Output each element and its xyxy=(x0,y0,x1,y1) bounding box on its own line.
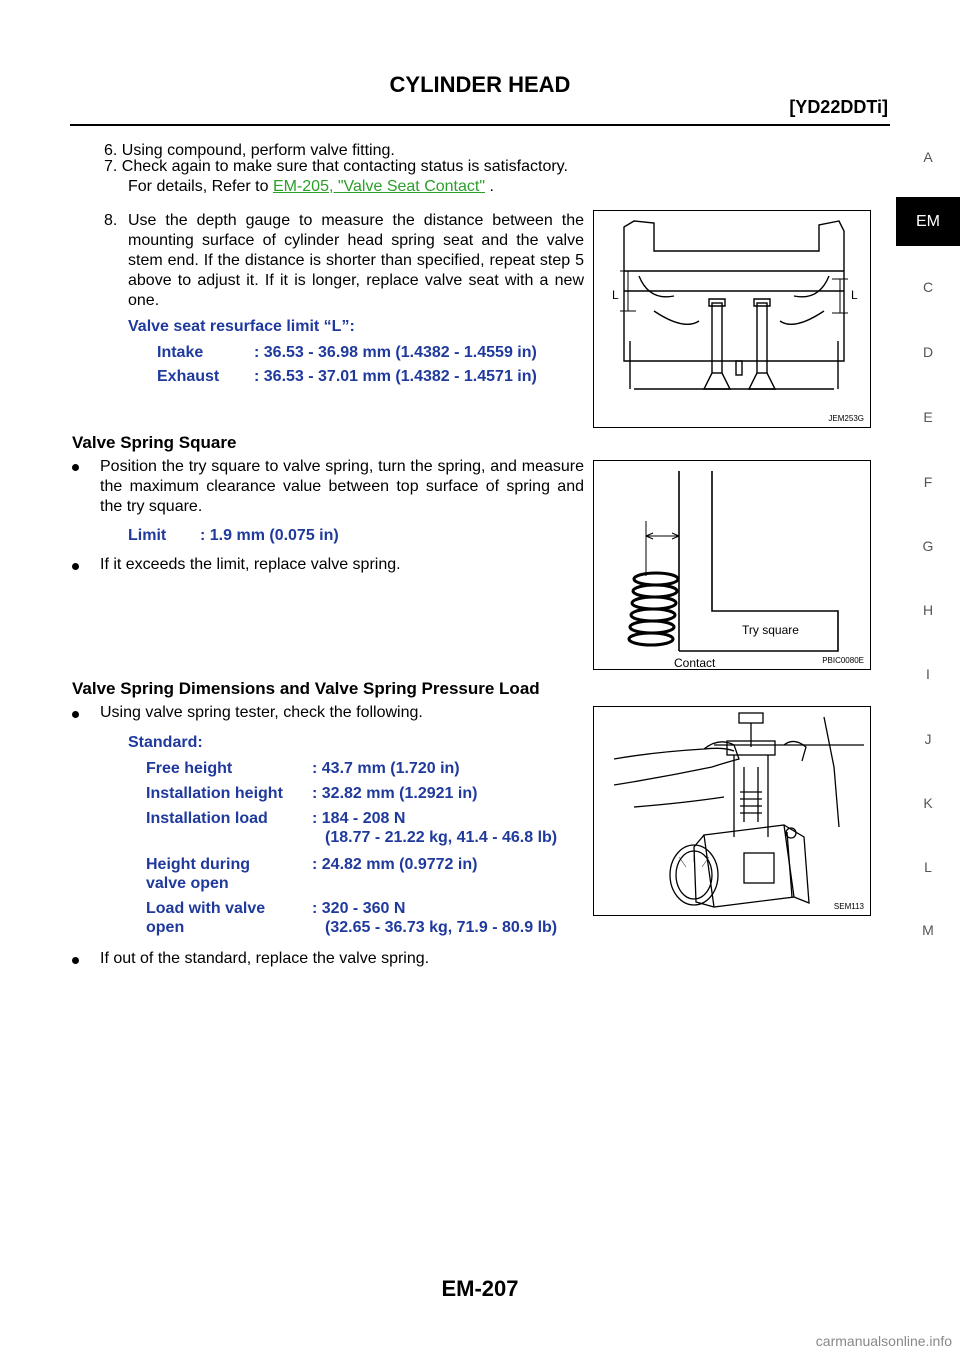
side-index-c[interactable]: C xyxy=(922,279,934,295)
spec-value-installation-load-alt: (18.77 - 21.22 kg, 41.4 - 46.8 lb) xyxy=(325,829,558,846)
spec-label-installation-height: Installation height xyxy=(146,785,283,802)
spring-tester-figure xyxy=(593,706,871,916)
page-number: EM-207 xyxy=(441,1276,519,1301)
exhaust-value: : 36.53 - 37.01 mm (1.4382 - 1.4571 in) xyxy=(254,368,537,385)
side-index-i[interactable]: I xyxy=(926,666,930,682)
side-index-h[interactable]: H xyxy=(922,602,934,618)
bullet-icon xyxy=(72,951,88,971)
spec-label-load-valve-open-2: open xyxy=(146,919,185,936)
side-index-em-active[interactable]: EM xyxy=(896,197,960,246)
standard-label: Standard: xyxy=(128,734,203,751)
cylinder-head-drawing xyxy=(594,211,870,427)
step-8-number: 8. xyxy=(104,212,118,229)
spring-tester-instruction: Using valve spring tester, check the following. xyxy=(100,704,423,721)
bullet-icon xyxy=(72,557,88,577)
figure-code: PBIC0080E xyxy=(822,656,864,665)
bullet-icon xyxy=(72,705,88,725)
bullet-icon xyxy=(72,458,88,478)
spec-value-load-valve-open-alt: (32.65 - 36.73 kg, 71.9 - 80.9 lb) xyxy=(325,919,558,936)
side-index-e[interactable]: E xyxy=(923,409,933,425)
cylinder-head-figure xyxy=(593,210,871,428)
exhaust-label: Exhaust xyxy=(157,368,220,385)
contact-label: Contact xyxy=(674,656,716,669)
side-index-k[interactable]: K xyxy=(923,795,933,811)
spec-label-load-valve-open: Load with valve xyxy=(146,900,266,917)
spec-label-height-valve-open-2: valve open xyxy=(146,875,229,892)
dimension-l-left: L xyxy=(612,288,619,302)
replace-spring-instruction: If it exceeds the limit, replace valve spring. xyxy=(100,556,401,573)
step-7-reference xyxy=(128,177,588,197)
try-square-drawing xyxy=(594,461,870,669)
step-7-reference-suffix: . xyxy=(485,178,494,195)
try-square-figure xyxy=(593,460,871,670)
header-rule xyxy=(70,124,890,126)
side-index-d[interactable]: D xyxy=(922,344,934,360)
limit-value: : 1.9 mm (0.075 in) xyxy=(200,527,339,544)
engine-model-tag: [YD22DDTi] xyxy=(789,97,888,117)
spec-label-free-height: Free height xyxy=(146,760,233,777)
side-index-a[interactable]: A xyxy=(923,149,933,165)
spec-label-installation-load: Installation load xyxy=(146,810,268,827)
side-index-g[interactable]: G xyxy=(922,538,934,554)
try-square-instruction: Position the try square to valve spring, turn the spring, and measure the maximum clearance value between top surface of spring and the try square. xyxy=(100,458,584,515)
side-index-j[interactable]: J xyxy=(924,731,932,747)
side-index-m[interactable]: M xyxy=(922,922,934,938)
side-index-f[interactable]: F xyxy=(923,474,933,490)
step-7-reference-prefix: For details, Refer to xyxy=(128,178,273,195)
spec-value-installation-height: : 32.82 mm (1.2921 in) xyxy=(312,785,478,802)
dimension-l-right: L xyxy=(851,288,858,302)
valve-seat-contact-link[interactable]: EM-205, "Valve Seat Contact" xyxy=(272,178,486,195)
resurface-limit-title: Valve seat resurface limit “L”: xyxy=(128,318,355,335)
section-heading-spring-dimensions: Valve Spring Dimensions and Valve Spring Pressure Load xyxy=(72,679,540,698)
watermark: carmanualsonline.info xyxy=(815,1333,952,1349)
figure-code: SEM113 xyxy=(833,902,864,911)
step-8-text: Use the depth gauge to measure the distance between the mounting surface of cylinder head spring seat and the valve stem end. If the distance is shorter than specified, repeat step 5 above to adjust it. If it is longer, replace valve seat with a new one. xyxy=(128,212,584,309)
spec-value-installation-load: : 184 - 208 N xyxy=(312,810,406,827)
intake-label: Intake xyxy=(157,344,204,361)
page-title: CYLINDER HEAD xyxy=(389,72,571,97)
spring-tester-drawing xyxy=(594,707,870,915)
step-6: 6. Using compound, perform valve fitting. xyxy=(104,142,395,159)
spec-value-height-valve-open: : 24.82 mm (0.9772 in) xyxy=(312,856,478,873)
intake-value: : 36.53 - 36.98 mm (1.4382 - 1.4559 in) xyxy=(254,344,537,361)
spec-label-height-valve-open: Height during xyxy=(146,856,250,873)
spec-value-free-height: : 43.7 mm (1.720 in) xyxy=(312,760,460,777)
out-of-standard-instruction: If out of the standard, replace the valve spring. xyxy=(100,950,430,967)
spec-value-load-valve-open: : 320 - 360 N xyxy=(312,900,406,917)
side-index-l[interactable]: L xyxy=(924,859,932,875)
section-heading-valve-spring-square: Valve Spring Square xyxy=(72,433,237,452)
step-7: 7. Check again to make sure that contacting status is satisfactory. xyxy=(104,158,568,175)
limit-label: Limit xyxy=(128,527,167,544)
try-square-label: Try square xyxy=(742,623,799,637)
figure-code: JEM253G xyxy=(828,414,864,423)
